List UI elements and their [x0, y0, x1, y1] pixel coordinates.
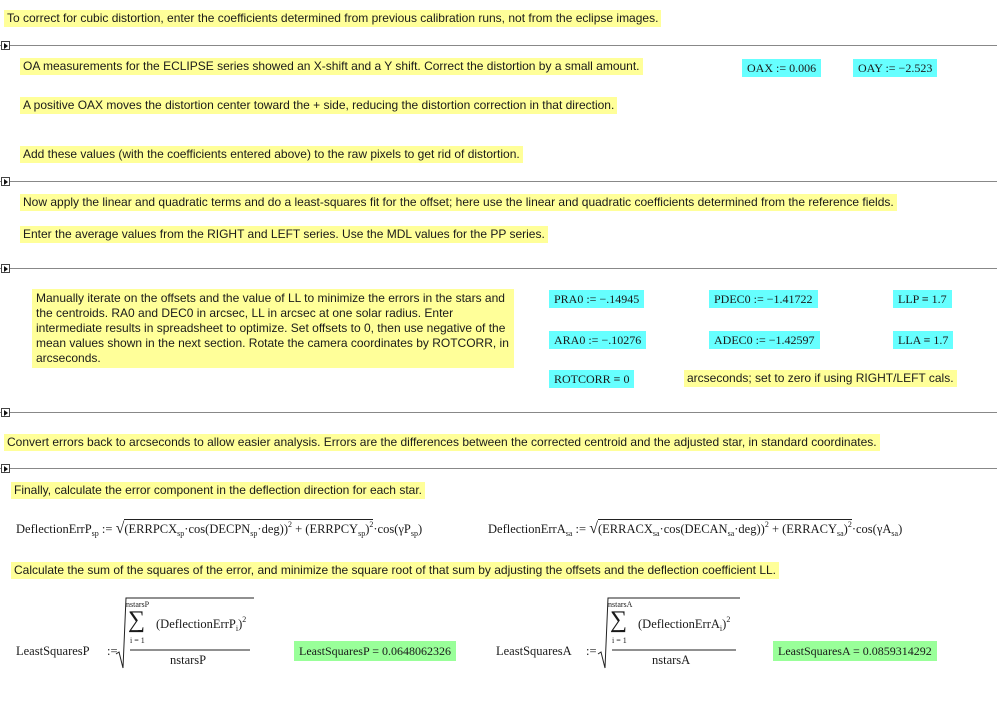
collapse-arrow-icon[interactable]	[1, 408, 10, 417]
note-add-values: Add these values (with the coefficients entered above) to the raw pixels to get rid of distortion.	[20, 146, 523, 163]
var-oax[interactable]: OAX := 0.006	[742, 59, 821, 77]
sigma-icon: ∑	[610, 607, 628, 633]
note-oa-measurements: OA measurements for the ECLIPSE series showed an X-shift and a Y shift. Correct the distortion by a small amount.	[20, 58, 643, 75]
region-separator	[0, 45, 997, 46]
collapse-arrow-icon[interactable]	[1, 177, 10, 186]
assign-symbol: :=	[107, 644, 118, 658]
formula-deflection-p[interactable]: DeflectionErrP$_{sp}$ := $√(ERRPCX_{sp}\cdot\cos(DECPN_{sp}\cdot deg))^2$ + $(ERRPCY_{sp})^2\cdot\cos(\gamma P_{sp})$	[16, 520, 423, 538]
collapse-arrow-icon[interactable]	[1, 264, 10, 273]
var-rotcorr[interactable]: ROTCORR ≡ 0	[549, 370, 634, 388]
note-enter-average: Enter the average values from the RIGHT and LEFT series. Use the MDL values for the PP series.	[20, 226, 548, 243]
var-llp[interactable]: LLP ≡ 1.7	[893, 290, 952, 308]
sum-term: (DeflectionErrA$_i$)$^2$	[638, 615, 731, 633]
note-finally: Finally, calculate the error component in the deflection direction for each star.	[11, 482, 425, 499]
denominator: nstarsA	[652, 653, 691, 667]
region-separator	[0, 468, 997, 469]
sum-lower-limit: i = 1	[612, 636, 627, 645]
ls-p-lhs[interactable]: LeastSquaresP	[16, 644, 90, 658]
collapse-arrow-icon[interactable]	[1, 41, 10, 50]
formula-least-squares-p[interactable]	[114, 596, 254, 670]
note-cubic-distortion: To correct for cubic distortion, enter the coefficients determined from previous calibration runs, not from the eclipse images.	[4, 10, 661, 27]
note-positive-oax: A positive OAX moves the distortion center toward the + side, reducing the distortion correction in that direction.	[20, 97, 617, 114]
formula-least-squares-a[interactable]	[596, 596, 740, 670]
result-least-squares-p: LeastSquaresP = 0.0648062326	[294, 641, 456, 661]
formula-deflection-a[interactable]: DeflectionErrA$_{sa}$ := $√(ERRACX_{sa}\cdot\cos(DECAN_{sa}\cdot deg))^2$ + $(ERRACY_{sa})^2\cdot\cos(\gamma A_{sa})$	[488, 520, 903, 538]
region-separator	[0, 268, 997, 269]
result-least-squares-a: LeastSquaresA = 0.0859314292	[773, 641, 937, 661]
note-arcseconds: arcseconds; set to zero if using RIGHT/LEFT cals.	[684, 370, 957, 387]
sigma-icon: ∑	[128, 607, 146, 633]
sum-upper-limit: nstarsA	[608, 600, 633, 609]
note-sum-squares: Calculate the sum of the squares of the error, and minimize the square root of that sum by adjusting the offsets and the deflection coefficient LL.	[11, 562, 779, 579]
var-lla[interactable]: LLA ≡ 1.7	[893, 331, 953, 349]
sum-upper-limit: nstarsP	[126, 600, 150, 609]
note-apply-linear: Now apply the linear and quadratic terms and do a least-squares fit for the offset; here use the linear and quadratic coefficients determined from the reference fields.	[20, 194, 897, 211]
lhs-name: DeflectionErrA	[488, 522, 566, 536]
var-adec0[interactable]: ADEC0 := −1.42597	[709, 331, 820, 349]
sum-lower-limit: i = 1	[130, 636, 145, 645]
var-oay[interactable]: OAY := −2.523	[853, 59, 937, 77]
sum-term: (DeflectionErrP$_i$)$^2$	[156, 615, 247, 633]
denominator: nstarsP	[170, 653, 207, 667]
ls-a-lhs[interactable]: LeastSquaresA	[496, 644, 572, 658]
region-separator	[0, 412, 997, 413]
assign-symbol: :=	[586, 644, 597, 658]
var-ara0[interactable]: ARA0 := −.10276	[549, 331, 646, 349]
note-iterate-offsets: Manually iterate on the offsets and the value of LL to minimize the errors in the stars and the centroids. RA0 and DEC0 in arcsec, LL in arcsec at one solar radius. Enter intermediate results in spreadsheet to optimize. Set offsets to 0, then use negative of the mean values shown in the next section. Rotate the camera coordinates by ROTCORR, in arcseconds.	[32, 289, 514, 368]
collapse-arrow-icon[interactable]	[1, 464, 10, 473]
var-pra0[interactable]: PRA0 := −.14945	[549, 290, 644, 308]
region-separator	[0, 181, 997, 182]
lhs-name: DeflectionErrP	[16, 522, 92, 536]
var-pdec0[interactable]: PDEC0 := −1.41722	[709, 290, 818, 308]
note-convert-errors: Convert errors back to arcseconds to allow easier analysis. Errors are the differences between the corrected centroid and the adjusted star, in standard coordinates.	[4, 434, 880, 451]
